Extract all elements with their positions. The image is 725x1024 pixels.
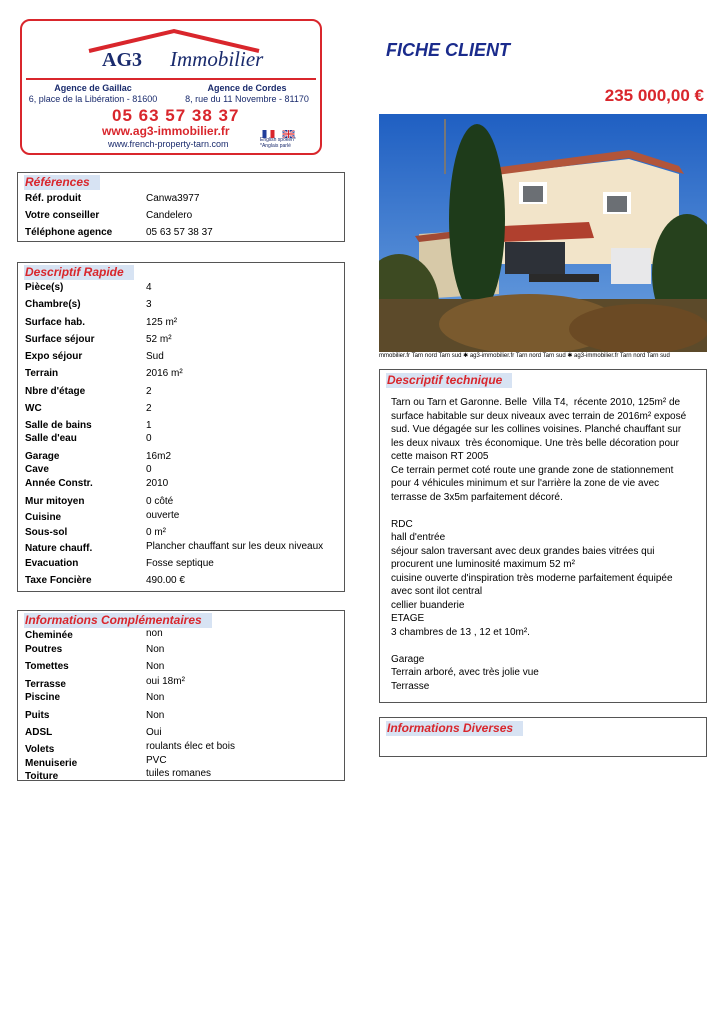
row-label: WC <box>25 403 42 414</box>
logo-phone: 05 63 57 38 37 <box>112 106 240 125</box>
agency-gaillac-address: 6, place de la Libération - 81600 <box>28 94 158 104</box>
row-value: 3 <box>146 299 152 310</box>
agency-cordes-name: Agence de Cordes <box>207 83 287 93</box>
row-label: Année Constr. <box>25 478 93 489</box>
row-value: Non <box>146 710 165 721</box>
row-label: Cave <box>25 464 49 475</box>
row-label: Salle de bains <box>25 420 92 431</box>
row-label: Poutres <box>25 644 63 655</box>
row-label: Surface hab. <box>25 317 86 328</box>
diverse-info-header: Informations Diverses <box>386 721 523 736</box>
row-label: Garage <box>25 451 60 462</box>
row-value: tuiles romanes <box>146 768 212 779</box>
complementary-info-header: Informations Complémentaires <box>24 613 212 628</box>
row-label: Terrasse <box>25 679 66 690</box>
row-label: Nbre d'étage <box>25 386 86 397</box>
row-value: 0 <box>146 433 152 444</box>
row-label: ADSL <box>25 727 53 738</box>
row-label: Chambre(s) <box>25 299 81 310</box>
property-photo <box>379 114 707 352</box>
row-value: Candelero <box>146 210 193 221</box>
agency-cordes <box>172 83 322 105</box>
row-value: 1 <box>146 420 152 431</box>
row-value: Non <box>146 661 165 672</box>
technical-description-section <box>379 369 707 703</box>
agency-gaillac-name: Agence de Gaillac <box>54 83 132 93</box>
row-value: 2 <box>146 386 152 397</box>
quick-description-section <box>17 262 345 592</box>
row-value: 0 côté <box>146 496 174 507</box>
row-label: Mur mitoyen <box>25 496 85 507</box>
english-spoken: English spoken* <box>260 137 296 143</box>
row-label: Pièce(s) <box>25 282 64 293</box>
row-value: 05 63 57 38 37 <box>146 227 213 238</box>
row-value: 125 m² <box>146 317 178 328</box>
quick-description-header: Descriptif Rapide <box>24 265 134 280</box>
row-label: Terrain <box>25 368 59 379</box>
page-title: FICHE CLIENT <box>386 40 510 60</box>
logo-brand-long: Immobilier <box>170 47 264 71</box>
technical-description-header: Descriptif technique <box>386 373 512 388</box>
row-label: Cheminée <box>25 630 73 641</box>
row-value: Canwa3977 <box>146 193 200 204</box>
row-value: Fosse septique <box>146 558 214 569</box>
agency-cordes-address: 8, rue du 11 Novembre - 81170 <box>185 94 309 104</box>
row-value: 0 <box>146 464 152 475</box>
row-label: Taxe Foncière <box>25 575 92 586</box>
references-header: Références <box>24 175 100 190</box>
row-value: 0 m² <box>146 527 166 538</box>
technical-description-text: Tarn ou Tarn et Garonne. Belle Villa T4, récente 2010, 125m² de surface habitable sur deux niveaux avec terrain de 2016m² exposé sud. Vue dégagée sur les collines voisines. Planché chauffant sur les deux nivaux très économique. Une très belle décoration pour cette maison RT 2005 Ce terrain permet coté route une grande zone de stationnement pour 4 véhicules minimum et sur l'arrière la zone de vie avec terrasse de 3x5m parfaitement décoré. RDC hall d'entrée séjour salon traversant avec deux grandes baies vitrées qui procurent une luminosité maximum 52 m² cuisine ouverte d'inspiration très moderne parfaitement équipée avec sont ilot central cellier buanderie ETAGE 3 chambres de 13 , 12 et 10m². Garage Terrain arboré, avec très jolie vue Terrasse <box>391 397 687 692</box>
english-spoken-note <box>260 137 296 149</box>
row-label: Nature chauff. <box>25 543 93 554</box>
complementary-info-section <box>17 610 345 781</box>
agency-gaillac <box>28 83 158 105</box>
row-label: Evacuation <box>25 558 79 569</box>
house-illustration <box>379 114 707 352</box>
row-value: ouverte <box>146 510 180 521</box>
row-label: Téléphone agence <box>25 227 113 238</box>
row-label: Votre conseiller <box>25 210 100 221</box>
row-value: 16m2 <box>146 451 172 462</box>
references-section <box>17 172 345 242</box>
row-label: Surface séjour <box>25 334 95 345</box>
row-value: oui 18m² <box>146 676 185 687</box>
row-value: Sud <box>146 351 164 362</box>
photo-watermark-strip: mmobilier.fr Tarn nord Tarn sud ✱ ag3-immobilier.fr Tarn nord Tarn sud ✱ ag3-immobilier.fr Tarn nord Tarn sud <box>379 353 670 359</box>
logo-brand-short: AG3 <box>102 49 142 71</box>
row-value: PVC <box>146 755 167 766</box>
row-value: Plancher chauffant sur les deux niveaux <box>146 541 324 552</box>
row-value: 2016 m² <box>146 368 183 379</box>
row-label: Tomettes <box>25 661 69 672</box>
row-value: 4 <box>146 282 152 293</box>
row-value: 2 <box>146 403 152 414</box>
row-label: Cuisine <box>25 512 62 523</box>
row-label: Salle d'eau <box>25 433 77 444</box>
row-label: Réf. produit <box>25 193 82 204</box>
row-label: Volets <box>25 744 55 755</box>
diverse-info-section <box>379 717 707 757</box>
row-label: Expo séjour <box>25 351 83 362</box>
row-value: roulants élec et bois <box>146 741 235 752</box>
logo-website-secondary: www.french-property-tarn.com <box>108 139 229 149</box>
logo-divider <box>26 78 316 80</box>
property-price: 235 000,00 € <box>604 86 704 105</box>
row-value: 490.00 € <box>146 575 185 586</box>
row-label: Menuiserie <box>25 758 78 769</box>
row-label: Sous-sol <box>25 527 68 538</box>
logo-website: www.ag3-immobilier.fr <box>102 124 230 138</box>
row-label: Toiture <box>25 771 59 782</box>
row-value: 2010 <box>146 478 169 489</box>
row-value: Non <box>146 644 165 655</box>
row-label: Puits <box>25 710 50 721</box>
row-value: Non <box>146 692 165 703</box>
row-value: Oui <box>146 727 162 738</box>
row-value: 52 m² <box>146 334 172 345</box>
anglais-parle: *Anglais parlé <box>260 143 291 149</box>
row-value: non <box>146 628 163 639</box>
row-label: Piscine <box>25 692 61 703</box>
agency-logo <box>20 19 322 155</box>
